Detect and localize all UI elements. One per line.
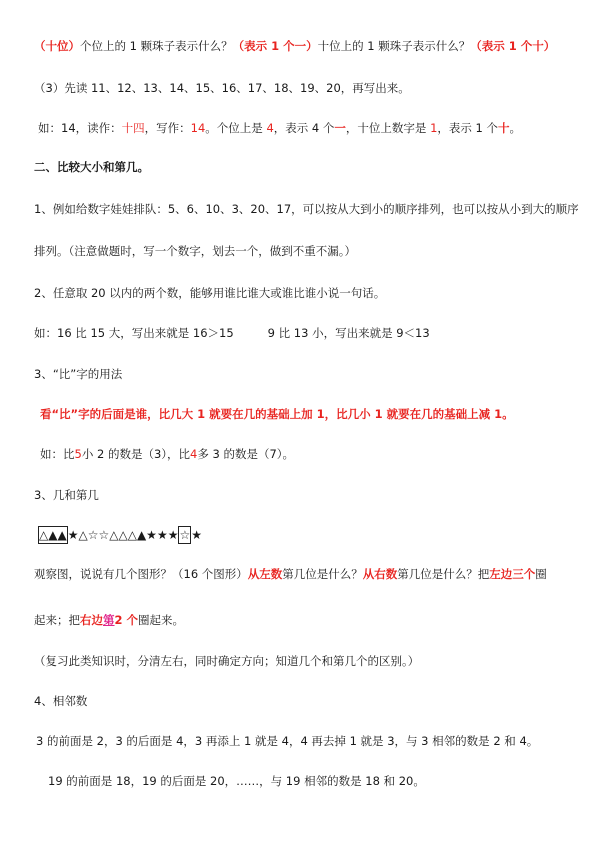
line-place-value-questions — [34, 38, 555, 54]
text: ，表示 1 个 — [437, 121, 499, 135]
line-ordering: 1、例如给数字娃娃排队：5、6、10、3、20、17，可以按从大到小的顺序排列，也可以按从小到大的顺序 — [34, 202, 579, 216]
text-red: 5 — [74, 447, 82, 461]
line-review-note: （复习此类知识时，分清左右，同时确定方向；知道几个和第几个的区别。） — [34, 654, 420, 668]
star-outline-icon: ☆ — [98, 528, 110, 542]
text: 如：14，读作： — [38, 121, 122, 135]
text: 多 3 的数是（7）。 — [197, 447, 295, 461]
line-neighbor-3: 3 的前面是 2，3 的后面是 4，3 再添上 1 就是 4，4 再去掉 1 就是 3，与 3 相邻的数是 2 和 4。 — [36, 734, 539, 748]
triangle-outline-icon: △ — [109, 528, 119, 542]
text: 。 — [509, 121, 522, 135]
line-neighbor-title: 4、相邻数 — [34, 694, 88, 708]
line-neighbor-19: 19 的前面是 18，19 的后面是 20，……，与 19 相邻的数是 18 和 20。 — [48, 774, 425, 788]
text-red: 左边三个 — [489, 567, 536, 581]
line-bi-example — [40, 446, 294, 462]
triangle-outline-icon: △ — [127, 528, 137, 542]
text: ，表示 4 个 — [273, 121, 335, 135]
text-red: 右边 — [80, 613, 103, 627]
text: 第几位是什么？把 — [397, 567, 490, 581]
text-example-a: 如：16 比 15 大，写出来就是 16＞15 — [34, 326, 234, 340]
line-circle — [34, 612, 184, 628]
text-red: 十四 — [121, 121, 145, 135]
line-compare-two: 2、任意取 20 以内的两个数，能够用谁比谁大或谁比谁小说一句话。 — [34, 286, 386, 300]
shape-sequence — [38, 526, 202, 544]
star-filled-icon: ★ — [167, 528, 179, 542]
line-compare-example — [34, 325, 430, 341]
star-filled-icon: ★ — [156, 528, 168, 542]
line-read-write: （3）先读 11、12、13、14、15、16、17、18、19、20，再写出来。 — [34, 81, 410, 95]
text: 起来；把 — [34, 613, 80, 627]
text: 圈 — [535, 567, 547, 581]
text: 如：比 — [40, 447, 75, 461]
text: 观察图，说说有几个图形？（16 个图形） — [34, 567, 248, 581]
text-red: 从右数 — [362, 567, 398, 581]
line-ordering-note: 排列。（注意做题时，写一个数字，划去一个，做到不重不漏。） — [34, 244, 356, 258]
star-filled-icon: ★ — [67, 528, 79, 542]
star-filled-icon: ★ — [146, 528, 157, 542]
line-ordinal-title: 3、几和第几 — [34, 488, 99, 502]
text-red: 一 — [334, 121, 346, 135]
star-outline-icon: ☆ — [179, 528, 191, 542]
text-red: 十 — [498, 121, 510, 135]
text-question-tens: 十位上的 1 颗珠子表示什么？ — [317, 39, 471, 53]
text: 小 2 的数是（3），比 — [81, 447, 191, 461]
line-example-14 — [38, 120, 521, 136]
triangle-outline-icon: △ — [118, 528, 128, 542]
text-tens-label: （十位） — [34, 39, 80, 53]
section-title-compare: 二、比较大小和第几。 — [34, 160, 149, 174]
text: 。个位上是 — [205, 121, 267, 135]
text: 圈起来。 — [138, 613, 185, 627]
text-red: 14 — [190, 121, 206, 135]
text: ，十位上数字是 — [345, 121, 431, 135]
line-observe — [34, 566, 547, 582]
text: ，写作： — [144, 121, 191, 135]
text-red: 2 个 — [114, 613, 139, 627]
shape-row — [38, 526, 202, 544]
text-red: 1 — [430, 121, 438, 135]
star-filled-icon: ★ — [191, 528, 202, 542]
line-bi-rule: 看“比”字的后面是谁，比几大 1 就要在几的基础上加 1，比几小 1 就要在几的基础上减 1。 — [40, 407, 514, 421]
text: 第几位是什么？ — [282, 567, 363, 581]
text-answer-tens: （表示 1 个十） — [470, 39, 556, 53]
text-example-b: 9 比 13 小，写出来就是 9＜13 — [267, 326, 430, 340]
text-question-ones: 个位上的 1 颗珠子表示什么？ — [80, 39, 233, 53]
line-bi-usage: 3、“比”字的用法 — [34, 367, 123, 381]
text-answer-ones: （表示 1 个一） — [232, 39, 318, 53]
text-red: 从左数 — [247, 567, 283, 581]
triangle-outline-icon: △ — [78, 528, 88, 542]
text-red: 4 — [266, 121, 274, 135]
triangle-outline-icon: △ — [39, 528, 49, 542]
triangle-filled-icon: ▲ — [136, 528, 147, 542]
text-red: 4 — [190, 447, 198, 461]
triangle-filled-icon: ▲ — [48, 528, 58, 542]
text-magenta: 第 — [103, 613, 115, 627]
triangle-filled-icon: ▲ — [57, 528, 67, 542]
star-outline-icon: ☆ — [87, 528, 99, 542]
